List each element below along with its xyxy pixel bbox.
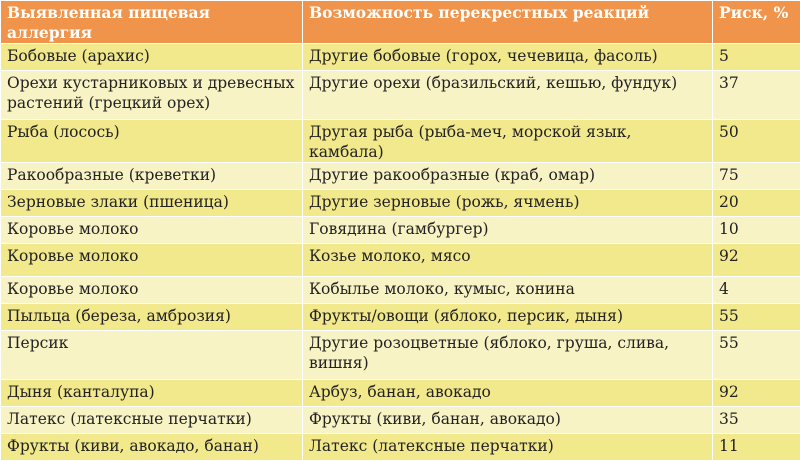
cell-cross-reaction: Козье молоко, мясо — [303, 244, 713, 277]
cell-risk: 37 — [713, 71, 800, 120]
cell-cross-reaction: Арбуз, банан, авокадо — [303, 380, 713, 407]
cell-risk: 55 — [713, 331, 800, 380]
header-risk: Риск, % — [713, 1, 800, 44]
table-row — [1, 120, 800, 163]
cell-allergy: Фрукты (киви, авокадо, банан) — [1, 434, 303, 461]
table-row — [1, 380, 800, 407]
cell-risk: 92 — [713, 244, 800, 277]
cell-risk: 10 — [713, 217, 800, 244]
cell-allergy: Коровье молоко — [1, 217, 303, 244]
cell-cross-reaction: Фрукты/овощи (яблоко, персик, дыня) — [303, 304, 713, 331]
cell-cross-reaction: Латекс (латексные перчатки) — [303, 434, 713, 461]
cell-allergy: Коровье молоко — [1, 277, 303, 304]
table-row — [1, 434, 800, 461]
cell-cross-reaction: Другие зерновые (рожь, ячмень) — [303, 190, 713, 217]
cell-risk: 4 — [713, 277, 800, 304]
cell-risk: 75 — [713, 163, 800, 190]
table-row — [1, 71, 800, 120]
cell-cross-reaction: Другая рыба (рыба-меч, морской язык, камбала) — [303, 120, 713, 163]
cell-risk: 11 — [713, 434, 800, 461]
cell-risk: 5 — [713, 44, 800, 71]
cell-cross-reaction: Фрукты (киви, банан, авокадо) — [303, 407, 713, 434]
table-row — [1, 244, 800, 277]
cell-risk: 55 — [713, 304, 800, 331]
cell-allergy: Дыня (канталупа) — [1, 380, 303, 407]
cell-risk: 35 — [713, 407, 800, 434]
table-row — [1, 304, 800, 331]
cell-allergy: Зерновые злаки (пшеница) — [1, 190, 303, 217]
table-row — [1, 190, 800, 217]
cell-cross-reaction: Говядина (гамбургер) — [303, 217, 713, 244]
cell-allergy: Бобовые (арахис) — [1, 44, 303, 71]
cell-allergy: Персик — [1, 331, 303, 380]
table-row — [1, 331, 800, 380]
cell-allergy: Коровье молоко — [1, 244, 303, 277]
table-row — [1, 44, 800, 71]
table-row — [1, 407, 800, 434]
cell-allergy: Латекс (латексные перчатки) — [1, 407, 303, 434]
cell-allergy: Пыльца (береза, амброзия) — [1, 304, 303, 331]
table-row — [1, 217, 800, 244]
cell-cross-reaction: Кобылье молоко, кумыс, конина — [303, 277, 713, 304]
cell-allergy: Рыба (лосось) — [1, 120, 303, 163]
header-allergy: Выявленная пищевая аллергия — [1, 1, 303, 44]
table-row — [1, 163, 800, 190]
cell-risk: 92 — [713, 380, 800, 407]
table-header-row — [1, 1, 800, 44]
cell-allergy: Ракообразные (креветки) — [1, 163, 303, 190]
cell-allergy: Орехи кустарниковых и древесных растений (грецкий орех) — [1, 71, 303, 120]
cell-cross-reaction: Другие орехи (бразильский, кешью, фундук) — [303, 71, 713, 120]
cell-cross-reaction: Другие розоцветные (яблоко, груша, слива, вишня) — [303, 331, 713, 380]
cell-risk: 50 — [713, 120, 800, 163]
cell-cross-reaction: Другие бобовые (горох, чечевица, фасоль) — [303, 44, 713, 71]
cell-risk: 20 — [713, 190, 800, 217]
header-cross-reaction: Возможность перекрестных реакций — [303, 1, 713, 44]
cell-cross-reaction: Другие ракообразные (краб, омар) — [303, 163, 713, 190]
table-row — [1, 277, 800, 304]
